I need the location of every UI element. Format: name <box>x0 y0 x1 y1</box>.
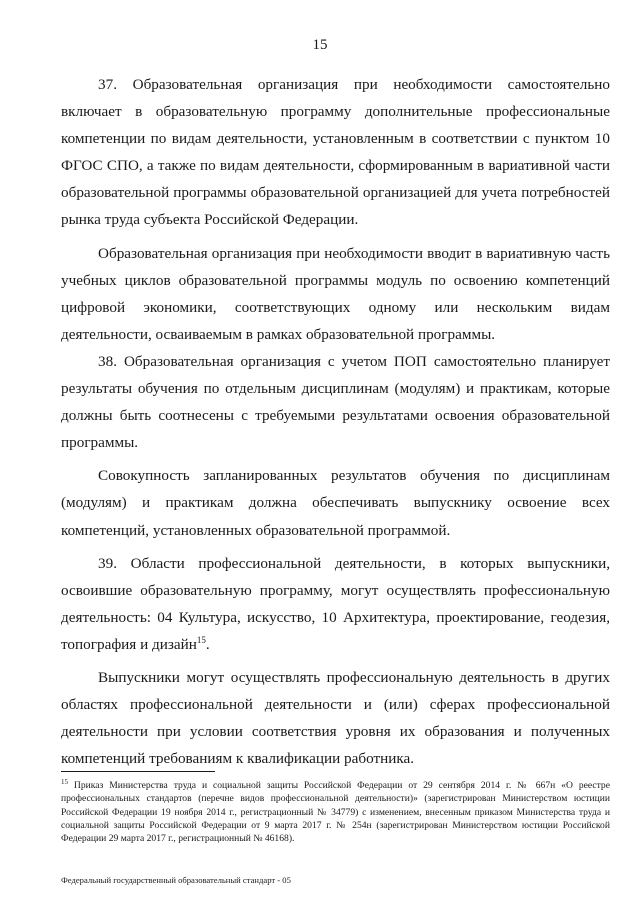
body-text <box>61 71 610 772</box>
paragraph-planned-results: Совокупность запланированных результатов обучения по дисциплинам (модулям) и практикам должна обеспечивать выпускнику освоение всех компетенций, установленных образовательной программой. <box>61 467 610 539</box>
paragraph-graduates: Выпускники могут осуществлять профессиональную деятельность в других областях профессиональной деятельности и (или) сферах профессиональной деятельности при условии соответствия уровня их образования и полученных компетенций требованиям к квалификации работника. <box>61 668 610 768</box>
paragraph-39-text: 39. Области профессиональной деятельности, в которых выпускники, освоившие образовательную программу, могут осуществлять профессиональную деятельность: 04 Культура, искусство, 10 Архитектура, проектирование, геодезия, топография и дизайн <box>61 554 610 653</box>
paragraph-38: 38. Образовательная организация с учетом ПОП самостоятельно планирует результаты обучения по отдельным дисциплинам (модулям) и практикам, которые должны быть соотнесены с требуемыми результатами освоения образовательной программы. <box>61 352 610 452</box>
paragraph-39 <box>61 550 610 658</box>
paragraph-37: 37. Образовательная организация при необходимости самостоятельно включает в образовательную программу дополнительные профессиональные компетенции по видам деятельности, установленным в соответствии с пунктом 10 ФГОС СПО, а также по видам деятельности, сформированным в вариативной части образовательной программы образовательной организацией для учета потребностей рынка труда субъекта Российской Федерации. <box>61 76 610 229</box>
paragraph-39-end: . <box>205 635 210 653</box>
footnote-marker: 15 <box>61 778 68 786</box>
footnote <box>61 779 610 845</box>
footnote-divider <box>61 771 215 772</box>
footnote-reference[interactable]: 15 <box>196 634 206 645</box>
paragraph-digital-economy: Образовательная организация при необходимости вводит в вариативную часть учебных циклов образовательной программы модуль по освоению компетенций цифровой экономики, соответствующих одному или нескольким видам деятельности, осваиваемым в рамках образовательной программы. <box>61 244 610 343</box>
running-footer: Федеральный государственный образовательный стандарт - 05 <box>61 875 291 885</box>
footnote-text: Приказ Министерства труда и социальной защиты Российской Федерации от 29 сентября 2014 г. № 667н «О реестре профессиональных стандартов (перечне видов профессиональной деятельности)» (зарегистрирован Министерством юстиции Российской Федерации 19 ноября 2014 г., регистрационный № 34779) с изменением, внесенным приказом Министерства труда и социальной защиты Российской Федерации от 9 марта 2017 г. № 254н (зарегистрирован Министерством юстиции Российской Федерации 29 марта 2017 г., регистрационный № 46168). <box>61 780 610 845</box>
page-number: 15 <box>312 37 328 53</box>
